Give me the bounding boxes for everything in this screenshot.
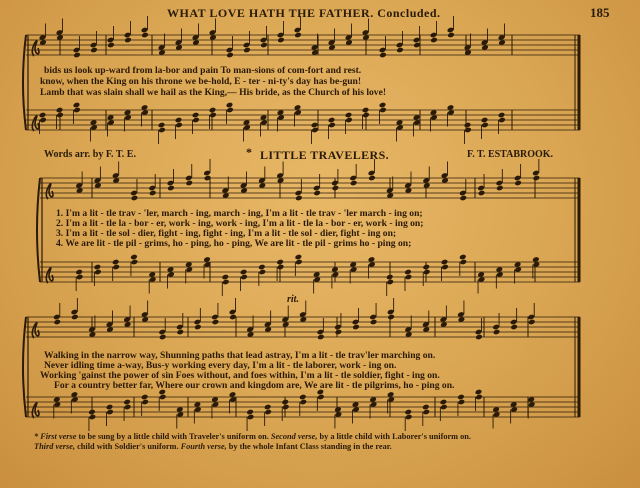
system2-notehead: [332, 185, 340, 192]
system2-notehead: [276, 259, 284, 266]
system1-notehead: [73, 107, 81, 114]
system2-notehead: [76, 274, 84, 281]
system2-notehead: [167, 185, 175, 192]
system1-notehead: [56, 112, 64, 119]
clef-icon: [46, 184, 53, 199]
system2-notehead: [350, 180, 358, 187]
system3-notehead: [89, 414, 97, 421]
system2-notehead: [441, 259, 449, 266]
system1-notehead: [73, 52, 81, 59]
system3-notehead: [124, 404, 132, 411]
song2-verse-1b: Walking in the narrow way, Shunning paths that lead astray, I'm a lit - tle trav'ler marching on.: [44, 350, 436, 361]
system1-notehead: [56, 107, 64, 114]
system3-notehead: [123, 399, 131, 406]
system1-notehead: [226, 107, 234, 114]
song1-verse-3: Lamb that was slain shall we hail as the King,— His bride, as the Church of his love!: [40, 87, 387, 98]
system3-notehead: [475, 394, 483, 401]
system1-notehead: [362, 112, 370, 119]
footnote-second-verse: Second verse,: [270, 432, 318, 441]
system2-notehead: [185, 180, 193, 187]
system1-notehead: [39, 117, 47, 124]
system3-notehead: [264, 404, 272, 411]
system3-brace: [23, 317, 26, 417]
system1-notehead: [498, 112, 506, 119]
song2-verse-1a: 1. I'm a lit - tle trav - 'ler, march - ing, march - ing, I'm a lit - tle trav - 'ler march - ing on;: [56, 208, 423, 219]
system3-notehead: [71, 314, 79, 321]
system2-notehead: [240, 269, 248, 276]
system2-notehead: [386, 279, 394, 286]
system1-notehead: [226, 102, 234, 109]
system1-notehead: [277, 37, 285, 44]
system2-notehead: [404, 269, 412, 276]
system3-notehead: [387, 314, 395, 321]
system2-notehead: [533, 175, 541, 182]
footnote-line-2: [34, 443, 392, 451]
system1-notehead: [192, 112, 200, 119]
system3-notehead: [88, 409, 96, 416]
system2-notehead: [94, 264, 102, 271]
footnote-fourth-verse: Fourth verse,: [180, 442, 227, 451]
footnote-first-verse: * First verse: [34, 432, 77, 441]
system2-brace: [37, 178, 40, 282]
system1-notehead: [447, 32, 455, 39]
system2-notehead: [459, 254, 467, 261]
system1-notehead: [158, 122, 166, 129]
system2-notehead: [295, 195, 303, 202]
system2-notehead: [131, 259, 139, 266]
system1-notehead: [396, 47, 404, 54]
system3-notehead: [159, 394, 167, 401]
system2-notehead: [422, 264, 430, 271]
system3-notehead: [299, 399, 307, 406]
system3-notehead: [458, 399, 466, 406]
clef-icon: [32, 403, 39, 418]
system1-notehead: [311, 122, 319, 129]
clef-icon: [32, 41, 39, 56]
system2-notehead: [295, 259, 303, 266]
system1-notehead: [379, 102, 387, 109]
system2-notehead: [386, 274, 394, 281]
song1-verse-2: know, when the King on his throne we be-hold, E - ter - ni-ty's day has be-gun!: [40, 76, 362, 87]
system1-notehead: [294, 32, 302, 39]
system3-notehead: [176, 329, 184, 336]
system2-notehead: [478, 190, 486, 197]
system1-notehead: [362, 107, 370, 114]
song1-verse-1: bids us look up-ward from la-bor and pain To man-sions of com-fort and rest.: [44, 65, 362, 76]
system2-notehead: [368, 175, 376, 182]
system2-notehead: [496, 185, 504, 192]
system2-notehead: [130, 254, 138, 261]
system3-notehead: [141, 394, 149, 401]
ritardando-mark: rit.: [287, 294, 299, 305]
system3-notehead: [404, 409, 412, 416]
system1-notehead: [192, 117, 200, 124]
system2-notehead: [112, 264, 120, 271]
system3-notehead: [457, 394, 465, 401]
system2-notehead: [295, 254, 303, 261]
clef-icon: [32, 116, 39, 131]
system3-notehead: [212, 319, 220, 326]
system2-notehead: [277, 264, 285, 271]
system3-notehead: [440, 399, 448, 406]
system3-notehead: [53, 319, 61, 326]
footnote-text-d: by the whole Infant Class standing in the rear.: [226, 442, 392, 451]
system1-notehead: [175, 117, 183, 124]
system3-notehead: [335, 329, 343, 336]
footnote-third-verse: Third verse,: [34, 442, 76, 451]
system3-notehead: [106, 404, 114, 411]
system1-notehead: [209, 107, 217, 114]
system1-notehead: [141, 32, 149, 39]
footnote-line-1: [34, 433, 471, 441]
system2-notehead: [514, 180, 522, 187]
system2-notehead: [459, 195, 467, 202]
system3-notehead: [475, 389, 483, 396]
system3-notehead: [528, 319, 536, 326]
system3-notehead: [475, 334, 483, 341]
song2-verse-3b: Working 'gainst the power of sin Foes without, and foes within, I'm a lit - tle soldier, fight - ing on.: [40, 370, 440, 381]
system1-notehead: [243, 47, 251, 54]
system1-notehead: [107, 42, 115, 49]
system2-notehead: [459, 259, 467, 266]
system1-notehead: [175, 122, 183, 129]
song2-verse-3a: 3. I'm a lit - tle sol - dier, fight - ing, fight - ing, I'm a lit - tle sol - dier, fight - ing on;: [56, 228, 397, 239]
system3-notehead: [440, 404, 448, 411]
page-number: 185: [590, 5, 610, 20]
system1-notehead: [498, 117, 506, 124]
system1-notehead: [481, 117, 489, 124]
clef-icon: [32, 323, 39, 338]
system1-notehead: [379, 52, 387, 59]
footnote-marker: *: [246, 145, 253, 159]
system1-notehead: [379, 107, 387, 114]
system1-notehead: [345, 117, 353, 124]
system3-notehead: [141, 399, 149, 406]
system2-notehead: [75, 269, 83, 276]
system3-notehead: [405, 414, 413, 421]
footnote-text-a: to be sung by a little child with Traveler's uniform on.: [76, 432, 271, 441]
system2-notehead: [441, 264, 449, 271]
system3-notehead: [247, 414, 255, 421]
footnote-text-b: by a little child with Laborer's uniform on.: [317, 432, 471, 441]
song-title: LITTLE TRAVELERS.: [260, 148, 390, 162]
system3-notehead: [159, 334, 167, 341]
system3-notehead: [264, 409, 272, 416]
system1-notehead: [90, 47, 98, 54]
clef-icon: [46, 268, 53, 283]
system2-notehead: [240, 274, 248, 281]
song2-verse-2a: 2. I'm a lit - tle la - bor - er, work - ing, work - ing, I'm a lit - tle la - bor - er, work - ing on;: [56, 218, 424, 229]
system2-notehead: [258, 264, 266, 271]
system3-notehead: [299, 394, 307, 401]
system1-notehead: [464, 122, 472, 129]
system3-notehead: [281, 399, 289, 406]
system3-notehead: [352, 324, 360, 331]
system1-notehead: [158, 127, 166, 134]
system2-notehead: [221, 274, 229, 281]
system1-notehead: [39, 112, 47, 119]
system1-notehead: [260, 42, 268, 49]
system2-notehead: [149, 190, 157, 197]
system3-notehead: [282, 404, 290, 411]
system2-notehead: [259, 269, 267, 276]
words-credit: Words arr. by F. T. E.: [44, 149, 136, 160]
system1-notehead: [209, 112, 217, 119]
system1-notehead: [73, 102, 81, 109]
system1-notehead: [430, 37, 438, 44]
system2-notehead: [94, 269, 102, 276]
system3-notehead: [510, 324, 518, 331]
song2-verse-4b: For a country better far, Where our crown and kingdom are, We are lit - tle pilgrims, ho - ping on.: [54, 380, 455, 391]
system2-notehead: [313, 190, 321, 197]
system2-notehead: [405, 274, 413, 281]
system2-notehead: [222, 279, 230, 286]
system2-notehead: [112, 259, 120, 266]
footnote-text-c: child with Soldier's uniform.: [75, 442, 181, 451]
system3-notehead: [370, 319, 378, 326]
system2-notehead: [423, 269, 431, 276]
song2-verse-4a: 4. We are lit - tle pil - grims, ho - ping, ho - ping, We are lit - tle pil - grims ho - ping on;: [56, 238, 412, 249]
system1-notehead: [464, 127, 472, 134]
system3-notehead: [194, 324, 202, 331]
system1-brace: [23, 35, 26, 130]
system1-notehead: [226, 52, 234, 59]
system3-notehead: [106, 409, 114, 416]
system2-notehead: [131, 195, 139, 202]
system1-notehead: [328, 122, 336, 129]
system3-notehead: [422, 409, 430, 416]
system1-notehead: [124, 37, 132, 44]
system3-notehead: [246, 409, 254, 416]
system3-notehead: [317, 394, 325, 401]
system3-notehead: [493, 329, 501, 336]
system3-notehead: [317, 334, 325, 341]
system3-notehead: [422, 404, 430, 411]
system1-notehead: [481, 122, 489, 129]
system1-notehead: [345, 112, 353, 119]
composer-credit: F. T. ESTABROOK.: [467, 149, 554, 160]
song2-verse-2b: Never idling time a-way, Bus-y working every day, I'm a lit - tle laborer, work - ing on.: [44, 360, 397, 371]
system1-notehead: [328, 117, 336, 124]
page-title: WHAT LOVE HATH THE FATHER. Concluded.: [167, 6, 441, 20]
